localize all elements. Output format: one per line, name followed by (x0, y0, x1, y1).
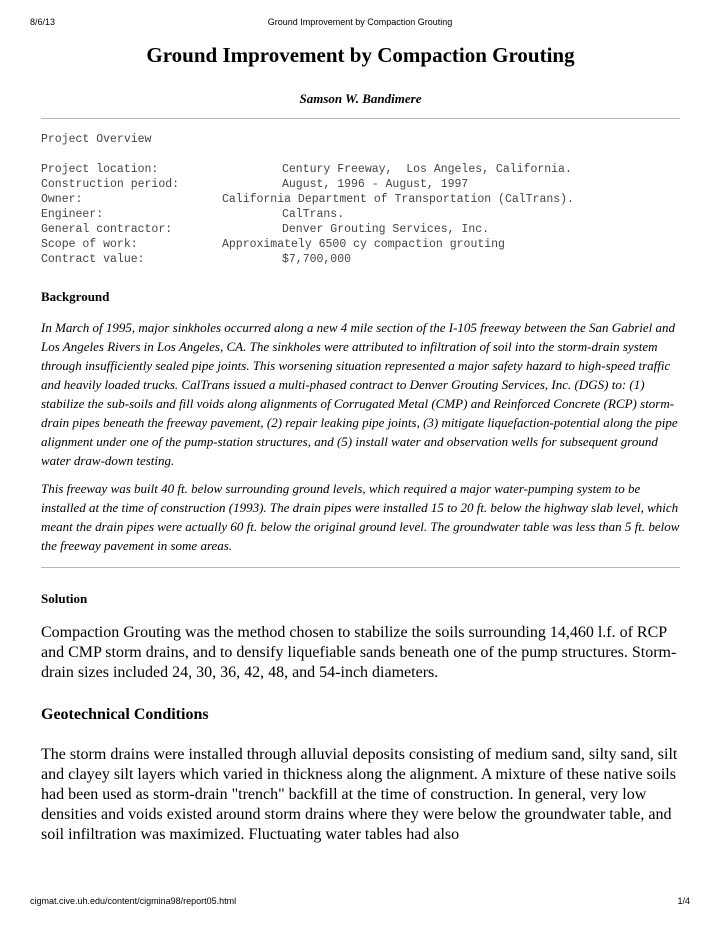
overview-value: California Department of Transportation (CalTrans). (222, 193, 574, 206)
background-paragraph-1: In March of 1995, major sinkholes occurred along a new 4 mile section of the I-105 freeway between the San Gabriel and Los Angeles Rivers in Los Angeles, CA. The sinkholes were attributed to infiltration of soil into the storm-drain system through insufficiently sealed pipe joints. This worsening situation represented a major safety hazard to high-speed traffic and heavily loaded trucks. CalTrans issued a multi-phased contract to Denver Grouting Services, Inc. (DGS) to: (1) stabilize the sub-soils and fill voids along alignments of Corrugated Metal (CMP) and Reinforced Concrete (RCP) storm-drain pipes beneath the freeway pavement, (2) repair leaking pipe joints, (3) mitigate liquefaction-potential along the pipe alignment under one of the pump-station structures, and (5) install water and observation wells for subsequent ground water draw-down testing. (41, 320, 678, 468)
page-title: Ground Improvement by Compaction Grouting (146, 43, 575, 67)
overview-table (41, 162, 680, 267)
page-number: 1/4 (677, 896, 690, 906)
overview-key: Contract value: (41, 253, 145, 266)
overview-row (41, 252, 680, 267)
page-url: cigmat.cive.uh.edu/content/cigmina98/report05.html (30, 896, 237, 906)
overview-row (41, 207, 680, 222)
background-paragraph-2: This freeway was built 40 ft. below surrounding ground levels, which required a major water-pumping system to be installed at the time of construction (1993). The drain pipes were installed 15 to 20 ft. below the highway slab level, which meant the drain pipes were actually 60 ft. below the original ground level. The groundwater table was less than 5 ft. below the freeway pavement in some areas. (41, 481, 680, 553)
overview-key: Scope of work: (41, 238, 138, 251)
overview-row (41, 177, 680, 192)
solution-heading: Solution (41, 591, 88, 606)
overview-value: Denver Grouting Services, Inc. (282, 223, 490, 236)
solution-paragraph: Compaction Grouting was the method chosen to stabilize the soils surrounding 14,460 l.f. of RCP and CMP storm drains, and to densify liquefiable sands beneath one of the pump structures. Storm-drain sizes included 24, 30, 36, 42, 48, and 54-inch diameters. (41, 624, 677, 681)
overview-key: Engineer: (41, 208, 104, 221)
overview-row (41, 237, 680, 252)
overview-key: Project location: (41, 163, 159, 176)
print-footer (30, 896, 690, 910)
print-title: Ground Improvement by Compaction Grouting (267, 17, 453, 27)
document-body (41, 40, 680, 845)
background-heading: Background (41, 289, 110, 304)
overview-value: August, 1996 - August, 1997 (282, 178, 469, 191)
divider (41, 567, 680, 568)
overview-value: CalTrans. (282, 208, 345, 221)
geotechnical-paragraph: The storm drains were installed through alluvial deposits consisting of medium sand, silty sand, silt and clayey silt layers which varied in thickness along the alignment. A mixture of these native soils had been used as storm-drain "trench" backfill at the time of construction. In general, very low densities and voids existed around storm drains where they were below the groundwater table, and soil infiltration was maximized. Fluctuating water tables had also (41, 746, 678, 843)
author: Samson W. Bandimere (299, 91, 422, 106)
overview-heading: Project Overview (41, 133, 152, 146)
project-overview (41, 132, 680, 267)
overview-row (41, 162, 680, 177)
divider (41, 118, 680, 119)
overview-row (41, 222, 680, 237)
overview-row (41, 192, 680, 207)
overview-value: Century Freeway, Los Angeles, California. (282, 163, 572, 176)
overview-key: Construction period: (41, 178, 180, 191)
print-date: 8/6/13 (30, 17, 56, 27)
overview-value: $7,700,000 (282, 253, 352, 266)
print-header (30, 17, 690, 31)
overview-key: Owner: (41, 193, 83, 206)
overview-key: General contractor: (41, 223, 173, 236)
geotechnical-heading: Geotechnical Conditions (41, 706, 209, 723)
overview-value: Approximately 6500 cy compaction grouting (222, 238, 505, 251)
